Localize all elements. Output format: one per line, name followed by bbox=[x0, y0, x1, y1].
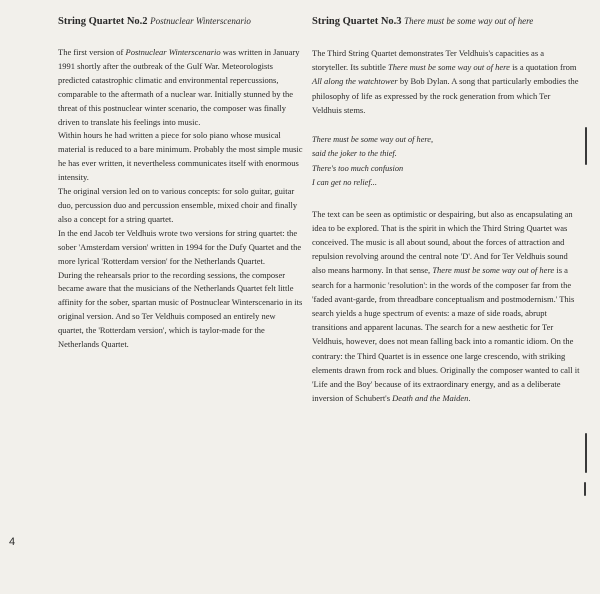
left-heading bbox=[58, 15, 303, 28]
edge-mark bbox=[584, 482, 586, 496]
left-paragraph-1 bbox=[58, 46, 303, 129]
left-paragraph-5: During the rehearsals prior to the recording sessions, the composer became aware that the musicians of the Netherlands Quartet felt little affinity for the sober, spartan music of Postnuclear Winterscenario in its original version. And so Ter Veldhuis composed an entirely new quartet, the 'Rotterdam version', which is taylor-made for the Netherlands Quartet. bbox=[58, 269, 303, 350]
verse-line: There's too much confusion bbox=[312, 163, 404, 173]
left-paragraph-3: The original version led on to various concepts: for solo guitar, guitar duo, percussion duo and percussion ensemble, mixed choir and finally also a concept for a string quartet. bbox=[58, 186, 298, 224]
left-paragraph-2: Within hours he had written a piece for solo piano whose musical material is reduced to a bare minimum. Probably the most simple music he has ever written, it nevertheless communicates itself with enormous intensity. bbox=[58, 130, 303, 183]
text-run: is a search for a harmonic 'resolution': in the words of the composer far from the 'faded avant-garde, from threadbare conceptualism and postmodernism.' This search yields a huge spectrum of events: a maze of side roads, abrupt transitions and apparent lacunas. The search for a new aesthetic for Ter Veldhuis, however, does not mean falling back into a romantic idiom. On the contrary: the Third Quartet is in essence one large crescendo, with striking elements drawn from rock and blues. Originally the composer wanted to call it 'Life and the Boy' because of its extraordinary energy, and as a deliberate inversion of Schubert's bbox=[312, 265, 580, 404]
left-subtitle: Postnuclear Winterscenario bbox=[150, 16, 251, 26]
text-run: was written in January 1991 shortly after the outbreak of the Gulf War. Meteorologists predicted catastrophic climatic and environmental repercussions, comparable to the aftermath of a nuclear war. Initially stunned by the threat of this postnuclear winter scenario, the composer was finally driven to translate his feelings into music. bbox=[58, 47, 300, 127]
verse-line: I can get no relief... bbox=[312, 178, 377, 188]
text-run: The first version of bbox=[58, 47, 126, 57]
edge-mark bbox=[585, 433, 587, 473]
right-column bbox=[312, 15, 580, 405]
left-title: String Quartet No.2 bbox=[58, 16, 148, 27]
text-run: is a quotation from bbox=[509, 62, 577, 73]
right-paragraph-2 bbox=[312, 207, 580, 406]
text-run: The Third String Quartet demonstrates Ter Veldhuis's capacities as a storyteller. Its subtitle bbox=[312, 48, 545, 73]
verse-line: said the joker to the thief. bbox=[312, 149, 397, 159]
left-column bbox=[58, 15, 303, 352]
page-number: 4 bbox=[9, 536, 16, 548]
verse-line: There must be some way out of here, bbox=[312, 135, 434, 145]
right-title: String Quartet No.3 bbox=[312, 16, 402, 27]
italic-title: There must be some way out of here bbox=[388, 62, 510, 73]
edge-mark bbox=[585, 127, 587, 165]
song-verse bbox=[312, 133, 580, 191]
italic-title: Postnuclear Winterscenario bbox=[125, 47, 221, 57]
right-paragraph-1 bbox=[312, 46, 580, 117]
italic-title: There must be some way out of here bbox=[432, 265, 555, 276]
right-heading bbox=[312, 15, 580, 28]
text-run: by Bob Dylan. A song that particularly embodies the philosophy of life as expressed by the rock generation from which Ter Veldhuis stems. bbox=[312, 76, 579, 115]
text-run: The text can be seen as optimistic or despairing, but also as encapsulating an idea to be explored. That is the spirit in which the Third String Quartet was conceived. The music is all about sound, about the forces of attraction and repulsion revolving around the central note 'D'. And for Ter Veldhuis sound also means harmony. In that sense, bbox=[312, 208, 573, 276]
italic-title: All along the watchtower bbox=[312, 76, 398, 87]
left-paragraph-4: In the end Jacob ter Veldhuis wrote two versions for string quartet: the sober 'Amsterdam version' written in 1994 for the Dufy Quartet and the more lyrical 'Rotterdam version' for the Netherlands Quartet. bbox=[58, 227, 302, 266]
text-run: . bbox=[468, 393, 471, 404]
italic-title: Death and the Maiden bbox=[392, 393, 469, 404]
right-subtitle: There must be some way out of here bbox=[404, 16, 534, 26]
